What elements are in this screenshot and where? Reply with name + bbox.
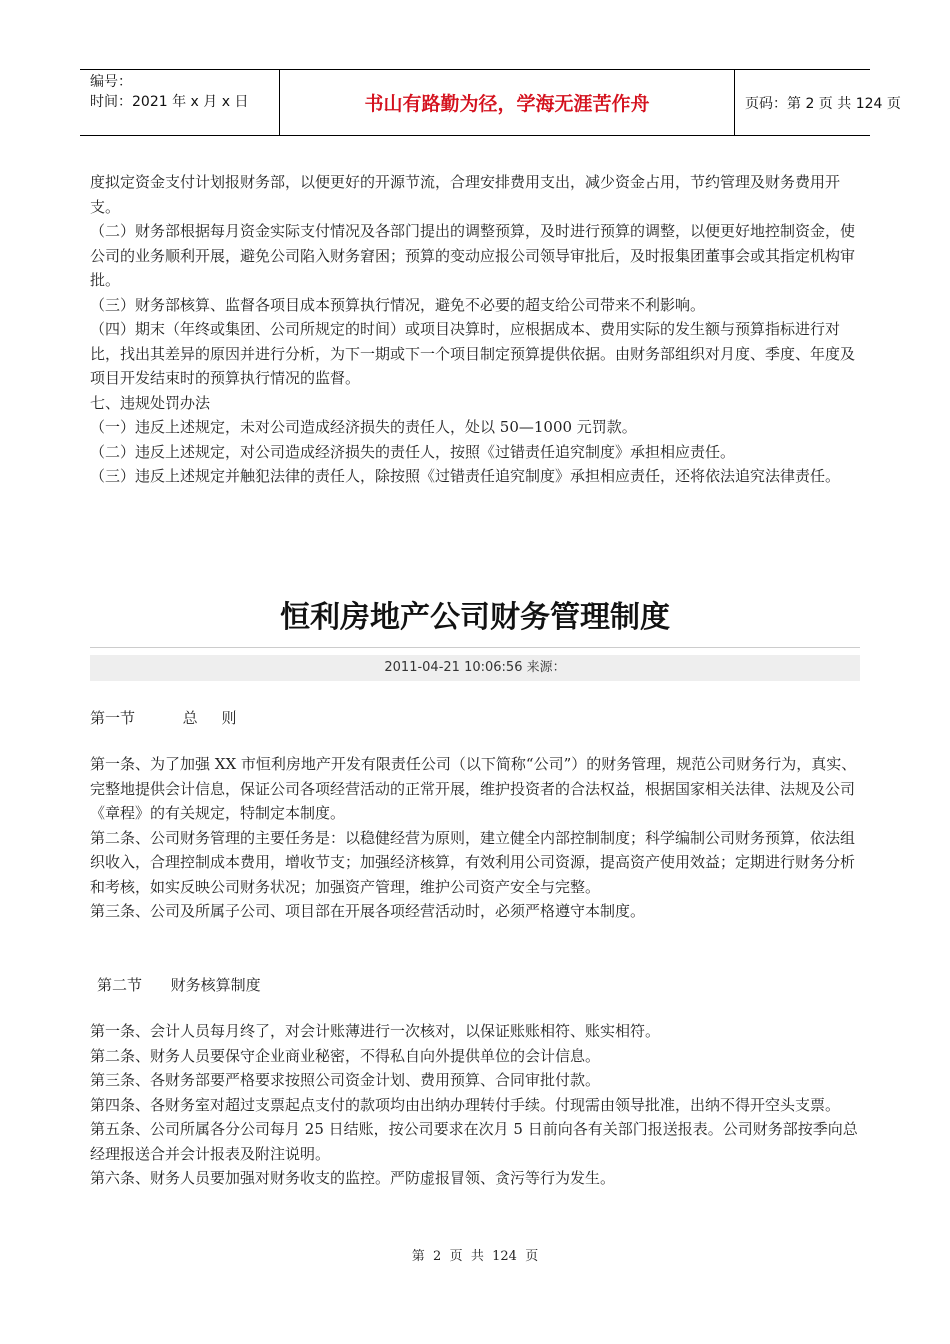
paragraph: 度拟定资金支付计划报财务部，以便更好的开源节流，合理安排费用支出，减少资金占用，节约管理及财务费用开支。 xyxy=(90,173,841,216)
paragraph: （二）违反上述规定，对公司造成经济损失的责任人，按照《过错责任追究制度》承担相应责任。 xyxy=(90,442,736,461)
paragraph: （一）违反上述规定，未对公司造成经济损失的责任人，处以 50—1000 元罚款。 xyxy=(90,418,637,436)
section-heading: 七、违规处罚办法 xyxy=(90,393,211,412)
article-clause: 第三条、各财务部要严格要求按照公司资金计划、费用预算、合同审批付款。 xyxy=(90,1071,601,1089)
section1-heading: 第一节 总 则 xyxy=(90,709,237,727)
article-meta: 2011-04-21 10:06:56 来源： xyxy=(90,655,860,681)
article-clause: 第五条、公司所属各分公司每月 25 日结账，按公司要求在次月 5 日前向各有关部门报送报表。公司财务部按季向总经理报送合并会计报表及附注说明。 xyxy=(90,1120,858,1163)
document-number-label: 编号： xyxy=(90,74,132,90)
page-header xyxy=(80,69,901,136)
header-page-label: 页码：第 2 页 共 124 页 xyxy=(745,95,901,112)
previous-section-text xyxy=(90,170,862,489)
section2-heading: 第二节 财务核算制度 xyxy=(97,976,261,994)
paragraph: （二）财务部根据每月资金实际支付情况及各部门提出的调整预算，及时进行预算的调整，以便更好地控制资金，使公司的业务顺利开展，避免公司陷入财务窘困；预算的变动应报公司领导审批后，及时报集团董事会或其指定机构审批。 xyxy=(90,222,856,289)
paragraph: （四）期末（年终或集团、公司所规定的时间）或项目决算时，应根据成本、费用实际的发生额与预算指标进行对比，找出其差异的原因并进行分析，为下一期或下一个项目制定预算提供依据。由财务部组织对月度、季度、年度及项目开发结束时的预算执行情况的监督。 xyxy=(90,320,856,387)
article-clause: 第三条、公司及所属子公司、项目部在开展各项经营活动时，必须严格遵守本制度。 xyxy=(90,902,646,920)
document-date-label: 时间：2021 年 x 月 x 日 xyxy=(90,94,249,110)
article-clause: 第二条、公司财务管理的主要任务是：以稳健经营为原则，建立健全内部控制制度；科学编制公司财务预算，依法组织收入，合理控制成本费用，增收节支；加强经济核算，有效利用公司资源，提高资产使用效益；定期进行财务分析和考核，如实反映公司财务状况；加强资产管理，维护公司资产安全与完整。 xyxy=(90,828,856,896)
page-footer: 第 2 页 共 124 页 xyxy=(411,1249,539,1264)
section1-text xyxy=(90,752,862,924)
article-title: 恒利房地产公司财务管理制度 xyxy=(280,600,670,635)
section2-text xyxy=(90,1019,862,1191)
article-clause: 第一条、会计人员每月终了，对会计账薄进行一次核对，以保证账账相符、账实相符。 xyxy=(90,1022,661,1040)
header-motto: 书山有路勤为径，学海无涯苦作舟 xyxy=(364,93,650,115)
header-info-cell xyxy=(80,70,280,135)
paragraph: （三）违反上述规定并触犯法律的责任人，除按照《过错责任追究制度》承担相应责任，还将依法追究法律责任。 xyxy=(90,467,841,485)
header-page-cell xyxy=(735,70,901,135)
article-clause: 第二条、财务人员要保守企业商业秘密，不得私自向外提供单位的会计信息。 xyxy=(90,1046,601,1065)
title-divider xyxy=(90,647,860,648)
paragraph: （三）财务部核算、监督各项目成本预算执行情况，避免不必要的超支给公司带来不利影响。 xyxy=(90,295,706,314)
article-clause: 第一条、为了加强 XX 市恒利房地产开发有限责任公司（以下简称“公司”）的财务管理，规范公司财务行为，真实、完整地提供会计信息，保证公司各项经营活动的正常开展，维护投资者的合法权益，根据国家相关法律、法规及公司《章程》的有关规定，特制定本制度。 xyxy=(90,755,857,822)
header-motto-cell xyxy=(280,70,735,135)
article-clause: 第四条、各财务室对超过支票起点支付的款项均由出纳办理转付手续。付现需由领导批准，出纳不得开空头支票。 xyxy=(90,1095,841,1114)
article-clause: 第六条、财务人员要加强对财务收支的监控。严防虚报冒领、贪污等行为发生。 xyxy=(90,1169,616,1187)
